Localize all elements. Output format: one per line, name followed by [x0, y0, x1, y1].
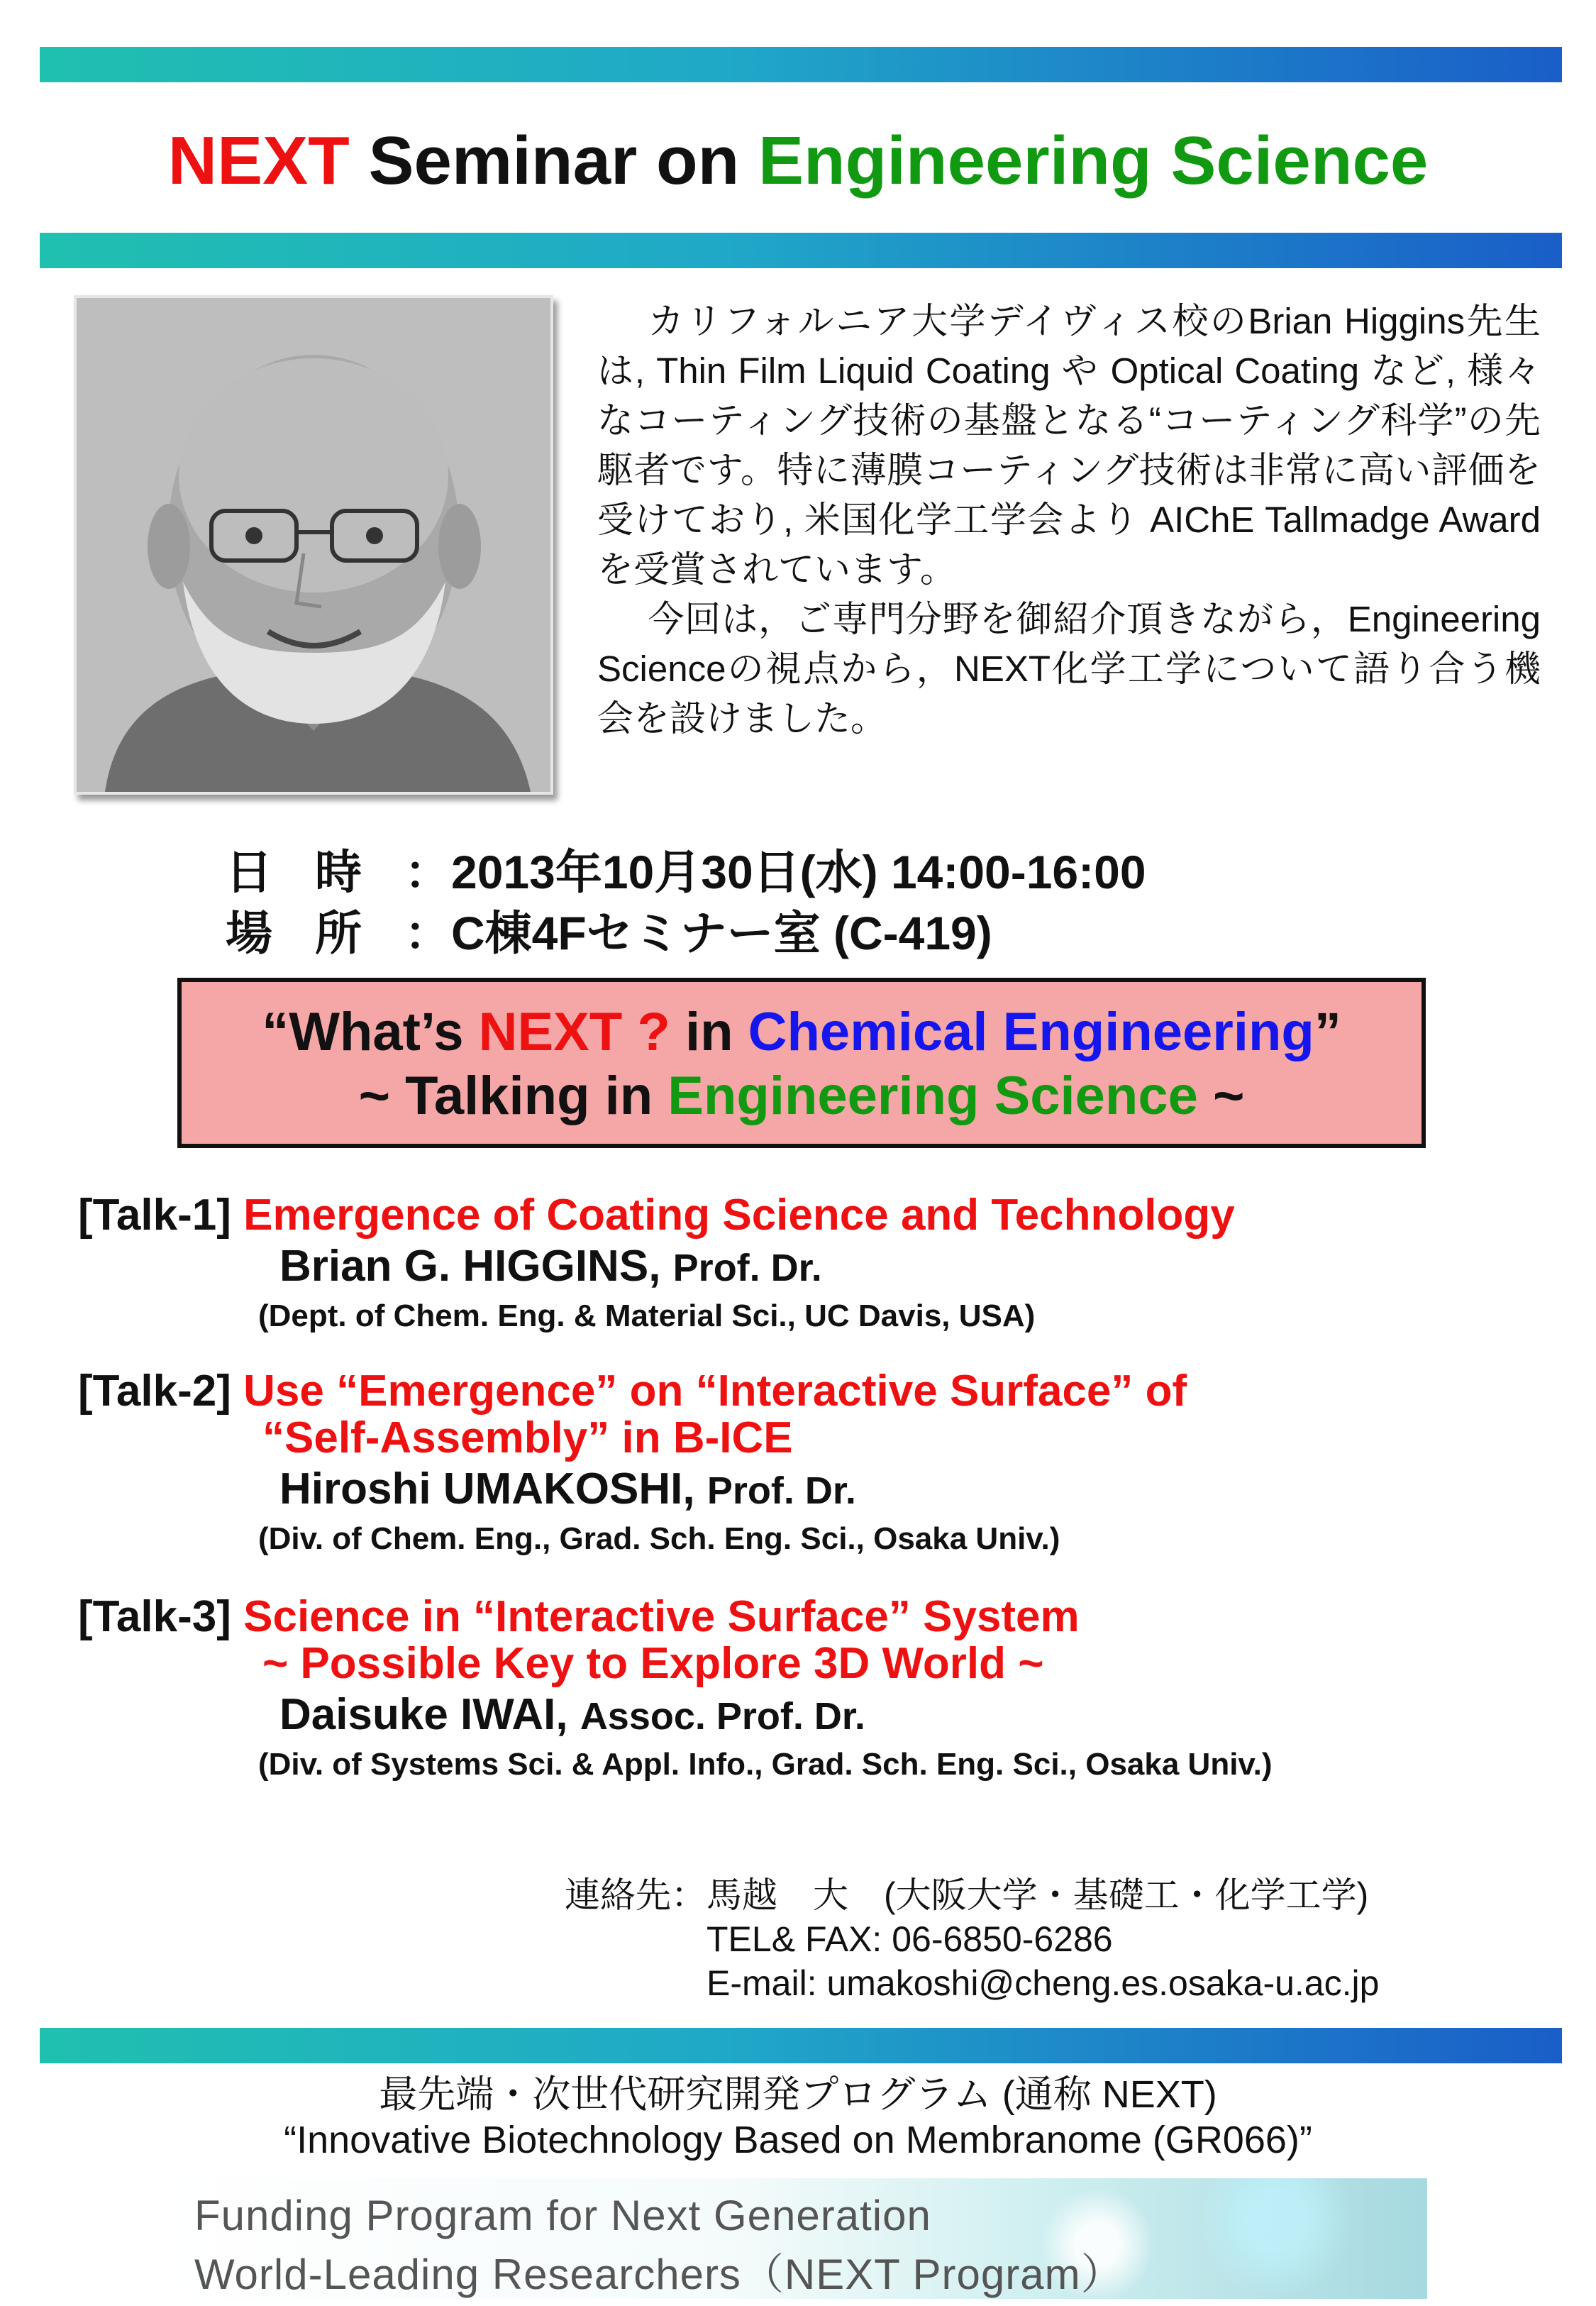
- contact-email: E-mail: umakoshi@cheng.es.osaka-u.ac.jp: [706, 1963, 1380, 2003]
- talk-1: [78, 1192, 1553, 1337]
- seminar-date: [226, 834, 1146, 902]
- venue-value: ：C棟4Fセミナー室 (C-419): [404, 907, 992, 959]
- speaker-portrait-photo: [74, 295, 553, 795]
- project-name: “Innovative Biotechnology Based on Membranome (GR066)”: [284, 2119, 1312, 2161]
- talk-speaker: Hiroshi UMAKOSHI, Prof. Dr.: [279, 1464, 856, 1513]
- talk-label: [Talk-3]: [78, 1592, 231, 1641]
- talk-label: [Talk-2]: [78, 1367, 231, 1416]
- footer-gradient-bar: [40, 2028, 1562, 2063]
- theme-line-2: ~ Talking in Engineering Science ~: [358, 1066, 1245, 1126]
- top-gradient-bar: [40, 47, 1562, 82]
- funding-program-banner: [159, 2178, 1427, 2299]
- seminar-venue: [226, 895, 992, 963]
- banner-line-2: World-Leading Researchers（NEXT Program）: [194, 2251, 1124, 2298]
- talk-heading: [78, 1594, 1553, 1640]
- talk-heading: [78, 1368, 1553, 1415]
- seminar-theme-box: [177, 978, 1426, 1148]
- talk-title: Use “Emergence” on “Interactive Surface” of: [243, 1367, 1187, 1416]
- venue-label: 場所: [226, 907, 404, 959]
- talk-affiliation: (Dept. of Chem. Eng. & Material Sci., UC Davis, USA): [258, 1298, 1036, 1333]
- intro-paragraph-2: 今回は，ご専門分野を御紹介頂きながら，Engineering Scienceの視点から，NEXT化学工学について語り合う機会を設けました。: [597, 599, 1541, 739]
- talk-title-continued: ~ Possible Key to Explore 3D World ~: [262, 1639, 1044, 1688]
- contact-phone: TEL& FAX: 06-6850-6286: [706, 1919, 1113, 1959]
- program-name: 最先端・次世代研究開発プログラム (通称 NEXT): [379, 2073, 1217, 2116]
- talk-affiliation: (Div. of Systems Sci. & Appl. Info., Grad. Sch. Eng. Sci., Osaka Univ.): [258, 1747, 1273, 1782]
- talk-title: Emergence of Coating Science and Technology: [243, 1191, 1235, 1240]
- intro-paragraph-1: カリフォルニア大学デイヴィス校のBrian Higgins先生は, Thin Film Liquid Coating や Optical Coating など, 様々なコーティング技術の基盤となる“コーティング科学”の先駆者です。特に薄膜コーティング技術は非常に高い評価を受けており, 米国化学工学会より AIChE Tallmadge Award を受賞されています。: [597, 301, 1541, 590]
- talk-affiliation: (Div. of Chem. Eng., Grad. Sch. Eng. Sci., Osaka Univ.): [258, 1521, 1060, 1556]
- talk-speaker: Brian G. HIGGINS, Prof. Dr.: [279, 1242, 822, 1291]
- talk-heading: [78, 1192, 1553, 1239]
- program-footer: [0, 2072, 1596, 2163]
- speaker-introduction: [597, 297, 1541, 744]
- portrait-illustration: [77, 298, 550, 792]
- title-underline-bar: [40, 233, 1562, 268]
- date-value: ：2013年10月30日(水) 14:00-16:00: [404, 846, 1146, 898]
- talk-title-continued: “Self-Assembly” in B-ICE: [262, 1413, 793, 1462]
- talk-3: [78, 1594, 1553, 1785]
- banner-line-1: Funding Program for Next Generation: [194, 2192, 931, 2239]
- page-title: NEXT Seminar on Engineering Science: [167, 123, 1429, 199]
- talk-label: [Talk-1]: [78, 1191, 231, 1240]
- contact-person: 連絡先：馬越 大 (大阪大学・基礎工・化学工学): [565, 1875, 1369, 1915]
- talk-title: Science in “Interactive Surface” System: [243, 1592, 1080, 1641]
- date-label: 日時: [226, 846, 404, 898]
- theme-line-1: “What’s NEXT ? in Chemical Engineering”: [262, 1002, 1341, 1062]
- contact-info: [565, 1873, 1379, 2005]
- talk-speaker: Daisuke IWAI, Assoc. Prof. Dr.: [279, 1690, 865, 1739]
- talk-2: [78, 1368, 1553, 1560]
